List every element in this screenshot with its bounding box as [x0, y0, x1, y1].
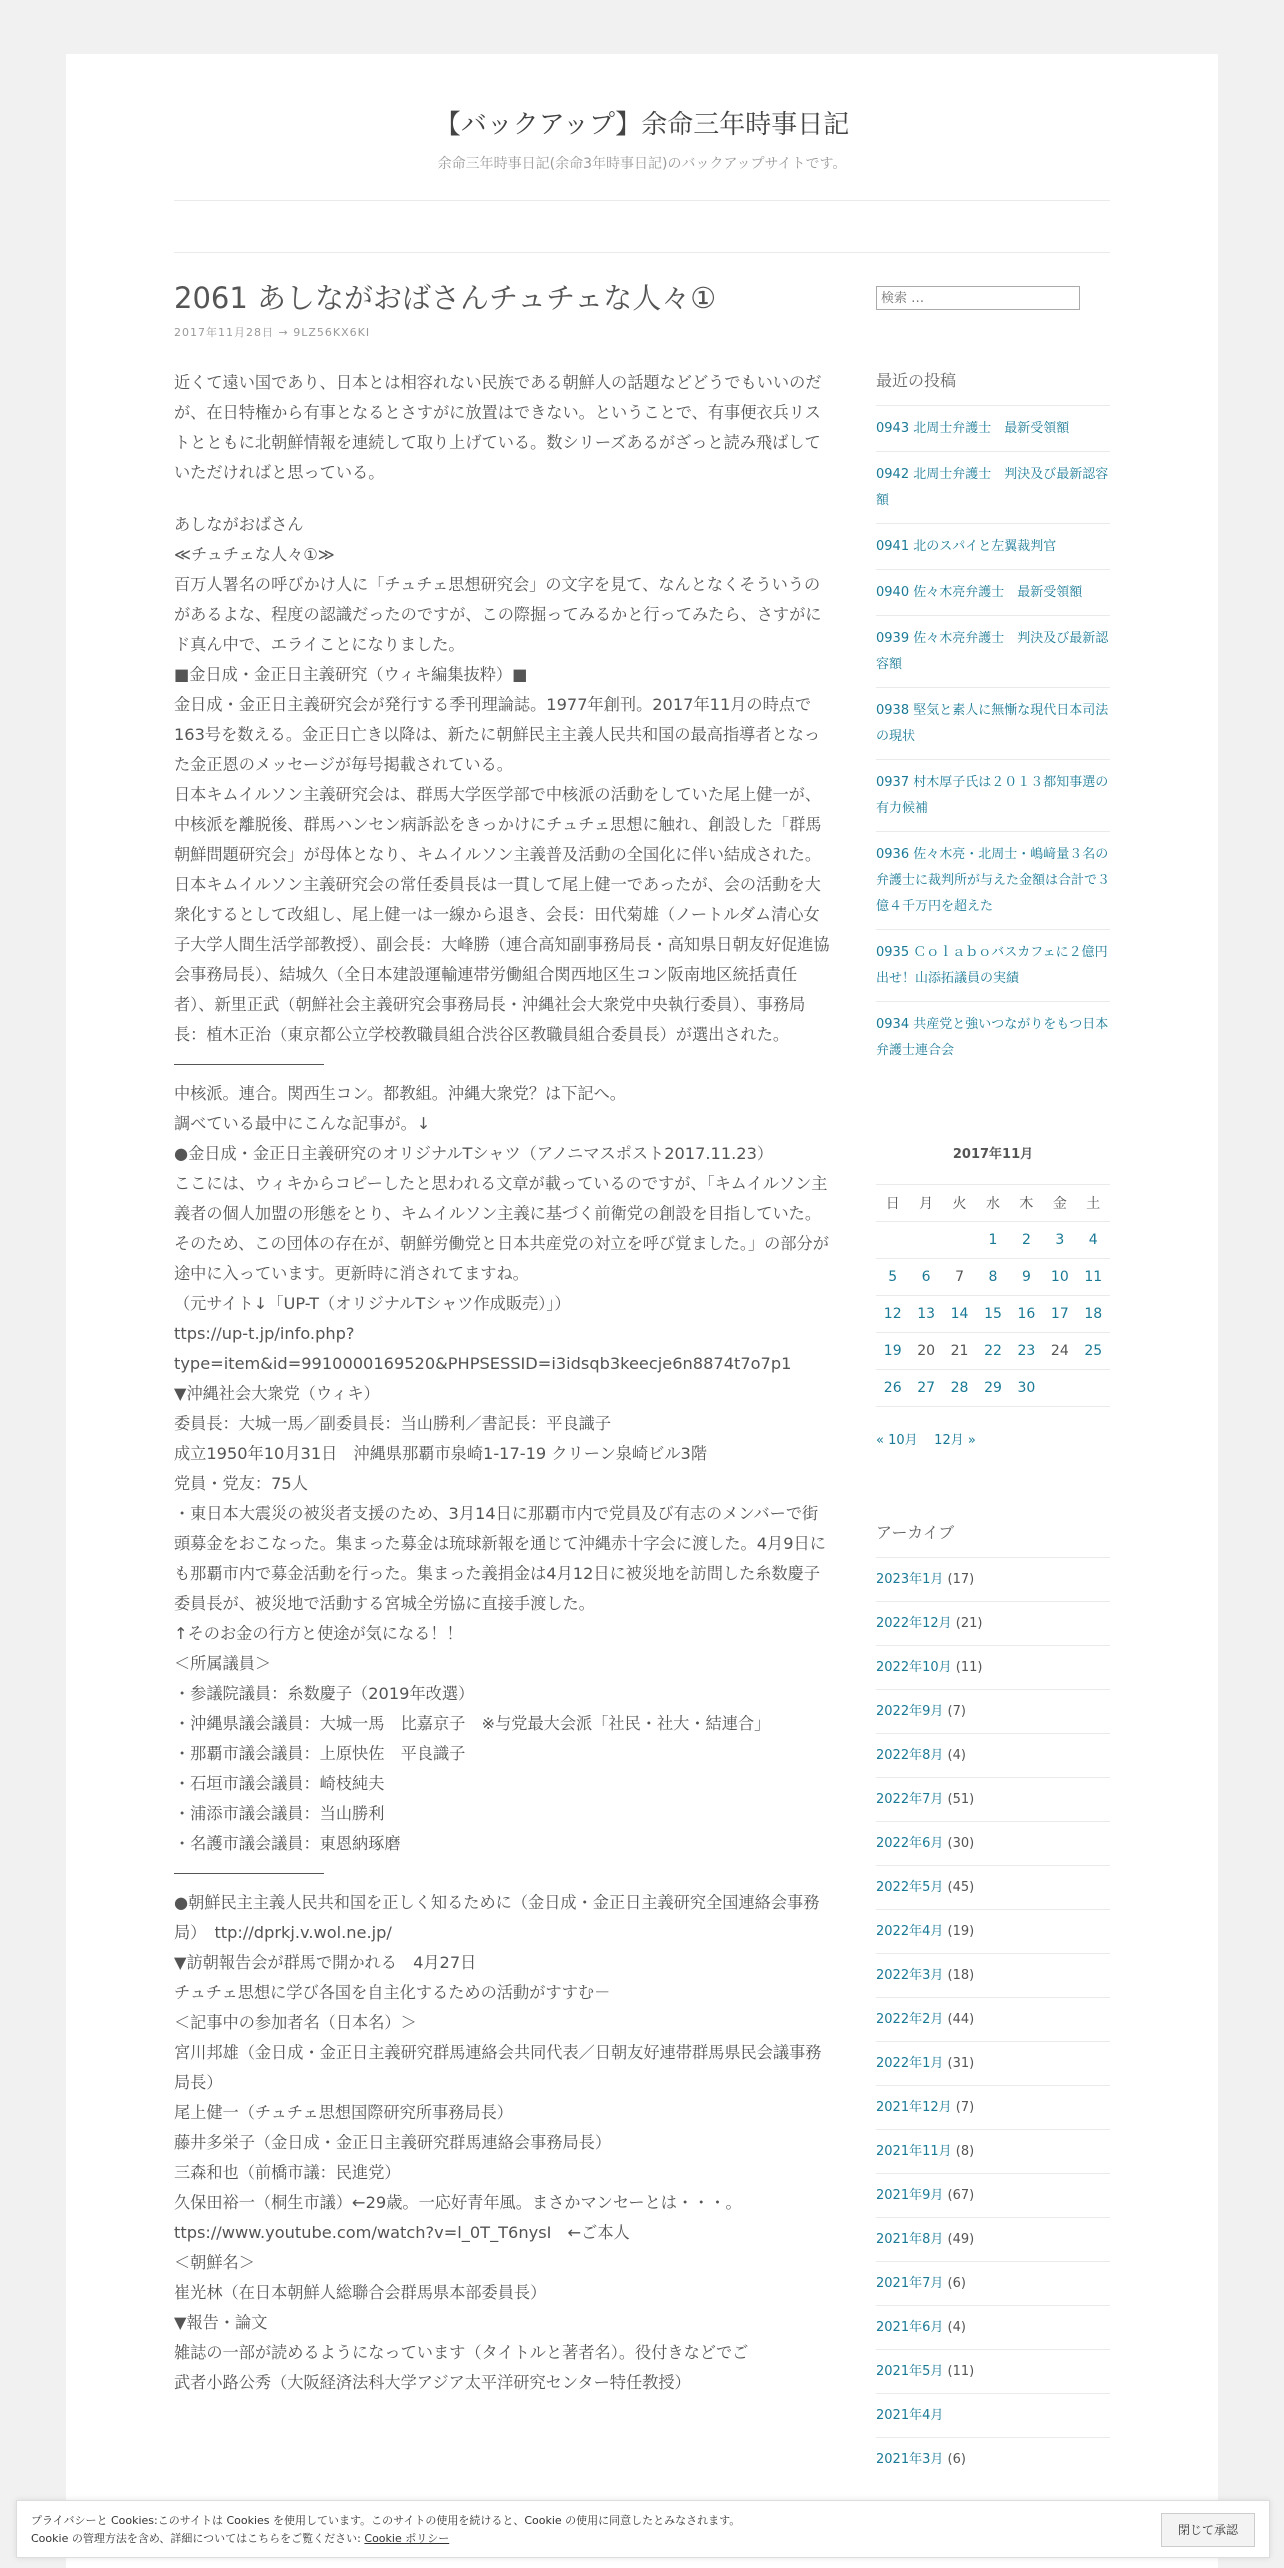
calendar-day	[909, 1222, 942, 1259]
archive-count: (11)	[951, 1660, 983, 1675]
archive-link[interactable]: 2021年3月	[876, 2452, 944, 2467]
calendar-day[interactable]: 4	[1077, 1222, 1110, 1259]
calendar-prev-link[interactable]: « 10月	[876, 1433, 918, 1448]
archive-item	[876, 1601, 1110, 1645]
content-line: 宮川邦雄（金日成・金正日主義研究群馬連絡会共同代表／日朝友好連帯群馬県民会議事務局長）	[174, 2042, 822, 2092]
calendar-day: 21	[943, 1333, 976, 1370]
main-content	[174, 280, 834, 2398]
content-line: ＜記事中の参加者名（日本名）＞	[174, 2012, 417, 2032]
archive-count: (19)	[943, 1924, 975, 1939]
archive-link[interactable]: 2021年7月	[876, 2276, 944, 2291]
content-line: チュチェ思想に学び各国を自主化するための活動がすすむ－	[174, 1982, 611, 2002]
calendar-weekday: 土	[1077, 1185, 1110, 1222]
calendar-day[interactable]: 8	[976, 1259, 1009, 1296]
post-body-section-1	[174, 510, 834, 1050]
content-line: ・名護市議会議員：東恩納琢磨	[174, 1833, 401, 1853]
header-divider	[174, 200, 1110, 201]
cookie-policy-link[interactable]: Cookie ポリシー	[364, 2532, 450, 2545]
archive-count: (18)	[943, 1968, 975, 1983]
archive-link[interactable]: 2022年5月	[876, 1880, 944, 1895]
recent-post-link[interactable]: 0936 佐々木亮・北周士・嶋﨑量３名の弁護士に裁判所が与えた金額は合計で３億４千万円を超えた	[876, 831, 1110, 929]
recent-posts-list	[876, 405, 1110, 1073]
calendar-weekday: 木	[1010, 1185, 1043, 1222]
archive-count: (21)	[951, 1616, 983, 1631]
archive-count: (44)	[943, 2012, 975, 2027]
content-line: ここには、ウィキからコピーしたと思われる文章が載っているのですが、「キムイルソン主義者の個人加盟の形態をとり、キムイルソン主義に基づく前衛党の創設を目指していた。そのため、この団体の存在が、朝鮮労働党と日本共産党の対立を呼び覚ました。」の部分が途中に入っています。更新時に消されてますね。	[174, 1173, 829, 1283]
calendar-day[interactable]: 1	[976, 1222, 1009, 1259]
calendar-table	[876, 1184, 1110, 1407]
site-description: 余命三年時事日記(余命3年時事日記)のバックアップサイトです。	[437, 156, 847, 172]
calendar-day: 7	[943, 1259, 976, 1296]
content-line: ↑そのお金の行方と使途が気になる！！	[174, 1623, 463, 1643]
archive-count: (7)	[951, 2100, 975, 2115]
archive-title: アーカイブ	[876, 1523, 955, 1542]
content-line: ▼報告・論文	[174, 2312, 268, 2332]
calendar-day[interactable]: 22	[976, 1333, 1009, 1370]
archive-count: (6)	[943, 2452, 966, 2467]
archive-item	[876, 2041, 1110, 2085]
calendar-day[interactable]: 9	[1010, 1259, 1043, 1296]
archive-list	[876, 1557, 1110, 2481]
recent-post-link[interactable]: 0938 堅気と素人に無慚な現代日本司法の現状	[876, 687, 1110, 759]
archive-count: (51)	[943, 1792, 975, 1807]
cookie-text-line1: プライバシーと Cookies:このサイトは Cookies を使用しています。このサイトの使用を続けると、Cookie の使用に同意したとみなされます。	[31, 2514, 741, 2527]
post-title[interactable]: 2061 あしながおばさんチュチェな人々①	[174, 281, 717, 315]
page-container	[66, 54, 1218, 2568]
calendar-day: 24	[1043, 1333, 1076, 1370]
archive-item	[876, 2305, 1110, 2349]
content-line: （元サイト↓「UP-T（オリジナルTシャツ作成販売）」）	[174, 1293, 571, 1313]
header-divider-2	[174, 252, 1110, 253]
content-line: ▼沖縄社会大衆党（ウィキ）	[174, 1383, 380, 1403]
calendar-day[interactable]: 18	[1077, 1296, 1110, 1333]
post-author[interactable]: 9LZ56KX6KI	[293, 325, 371, 339]
archive-link[interactable]: 2022年6月	[876, 1836, 944, 1851]
calendar-weekday: 月	[909, 1185, 942, 1222]
content-line: 日本キムイルソン主義研究会は、群馬大学医学部で中核派の活動をしていた尾上健一が、中核派を離脱後、群馬ハンセン病訴訟をきっかけにチュチェ思想に触れ、創設した「群馬朝鮮問題研究会」が母体となり、キムイルソン主義普及活動の全国化に伴い結成された。	[174, 784, 822, 864]
calendar-day[interactable]: 12	[876, 1296, 909, 1333]
archive-count: (45)	[943, 1880, 975, 1895]
cookie-accept-button[interactable]: 閉じて承認	[1161, 2513, 1255, 2547]
archive-link[interactable]: 2022年3月	[876, 1968, 944, 1983]
archive-link[interactable]: 2022年12月	[876, 1616, 952, 1631]
content-line: ・参議院議員：糸数慶子（2019年改選）	[174, 1683, 475, 1703]
archive-count: (49)	[943, 2232, 975, 2247]
archive-count: (31)	[943, 2056, 975, 2071]
calendar-day[interactable]: 25	[1077, 1333, 1110, 1370]
calendar-caption: 2017年11月	[952, 1147, 1034, 1162]
archive-count: (30)	[943, 1836, 975, 1851]
calendar-day	[943, 1222, 976, 1259]
archive-item	[876, 1865, 1110, 1909]
calendar-day[interactable]: 19	[876, 1333, 909, 1370]
separator-line	[174, 1064, 324, 1065]
post-date[interactable]: 2017年11月28日	[174, 325, 274, 339]
content-line: 藤井多栄子（金日成・金正日主義研究群馬連絡会事務局長）	[174, 2132, 612, 2152]
archive-count: (4)	[943, 1748, 966, 1763]
calendar-weekday: 金	[1043, 1185, 1076, 1222]
archive-item	[876, 1645, 1110, 1689]
content-line: 調べている最中にこんな記事が。↓	[174, 1113, 431, 1133]
archive-count: (8)	[951, 2144, 975, 2159]
content-line: ≪チュチェな人々①≫	[174, 544, 335, 564]
content-line: 中核派。連合。関西生コン。都教組。沖縄大衆党？は下記へ。	[174, 1083, 626, 1103]
content-line: 崔光林（在日本朝鮮人総聯合会群馬県本部委員長）	[174, 2282, 547, 2302]
archive-link[interactable]: 2022年2月	[876, 2012, 944, 2027]
calendar-day[interactable]: 16	[1010, 1296, 1043, 1333]
content-line: 百万人署名の呼びかけ人に「チュチェ思想研究会」の文字を見て、なんとなくそういうのがあるよな、程度の認識だったのですが、この際掘ってみるかと行ってみたら、さすがにド真ん中で、エライことになりました。	[174, 574, 822, 654]
archive-link[interactable]: 2021年9月	[876, 2188, 944, 2203]
archive-link[interactable]: 2021年5月	[876, 2364, 944, 2379]
calendar-day[interactable]: 14	[943, 1296, 976, 1333]
archive-item	[876, 1909, 1110, 1953]
cookie-banner	[16, 2500, 1270, 2558]
post-content	[174, 368, 834, 2398]
archive-item	[876, 1821, 1110, 1865]
archive-link[interactable]: 2021年4月	[876, 2408, 944, 2423]
archive-item	[876, 2129, 1110, 2173]
calendar-day	[1043, 1370, 1076, 1407]
content-line: ・那覇市議会議員：上原快佐 平良識子	[174, 1743, 466, 1763]
archive-link[interactable]: 2022年4月	[876, 1924, 944, 1939]
meta-arrow: →	[278, 325, 289, 339]
calendar-day[interactable]: 11	[1077, 1259, 1110, 1296]
archive-item	[876, 1689, 1110, 1733]
recent-post-link[interactable]: 0937 村木厚子氏は２０１３都知事選の有力候補	[876, 759, 1110, 831]
sidebar	[876, 286, 1110, 2481]
archive-item	[876, 2261, 1110, 2305]
content-line: ＜朝鮮名＞	[174, 2252, 255, 2272]
calendar-next-link[interactable]: 12月 »	[934, 1433, 976, 1448]
calendar-day	[876, 1222, 909, 1259]
archive-count: (7)	[943, 1704, 966, 1719]
content-line: 久保田裕一（桐生市議）←29歳。一応好青年風。まさかマンセーとは・・・。	[174, 2192, 742, 2212]
content-line: ・浦添市議会議員：当山勝利	[174, 1803, 385, 1823]
calendar-weekday: 日	[876, 1185, 909, 1222]
archive-item	[876, 1557, 1110, 1601]
archive-link[interactable]: 2022年10月	[876, 1660, 952, 1675]
content-line: ・沖縄県議会議員：大城一馬 比嘉京子 ※与党最大会派「社民・社大・結連合」	[174, 1713, 771, 1733]
post-body-section-2	[174, 1079, 834, 1859]
archive-link[interactable]: 2021年12月	[876, 2100, 952, 2115]
calendar-weekday: 水	[976, 1185, 1009, 1222]
post-meta	[174, 324, 834, 340]
calendar-day[interactable]: 13	[909, 1296, 942, 1333]
cookie-text	[31, 2512, 740, 2548]
archive-item	[876, 2349, 1110, 2393]
calendar-day[interactable]: 6	[909, 1259, 942, 1296]
recent-post-link[interactable]: 0940 佐々木亮弁護士 最新受領額	[876, 569, 1110, 615]
archive-link[interactable]: 2022年1月	[876, 2056, 944, 2071]
content-line: 金日成・金正日主義研究会が発行する季刊理論誌。1977年創刊。2017年11月の時点で163号を数える。金正日亡き以降は、新たに朝鮮民主主義人民共和国の最高指導者となった金正恩のメッセージが毎号掲載されている。	[174, 694, 821, 774]
calendar-day[interactable]: 30	[1010, 1370, 1043, 1407]
archive-link[interactable]: 2022年8月	[876, 1748, 944, 1763]
content-line: ●朝鮮民主主義人民共和国を正しく知るために（金日成・金正日主義研究全国連絡会事務局） ttp://dprkj.v.wol.ne.jp/	[174, 1892, 820, 1942]
calendar-day[interactable]: 29	[976, 1370, 1009, 1407]
recent-posts-title: 最近の投稿	[876, 371, 957, 390]
content-line: ▼訪朝報告会が群馬で開かれる 4月27日	[174, 1952, 477, 1972]
archive-item	[876, 1733, 1110, 1777]
content-line: 委員長：大城一馬／副委員長：当山勝利／書記長：平良識子	[174, 1413, 612, 1433]
archive-link[interactable]: 2022年9月	[876, 1704, 944, 1719]
content-line: ttps://up-t.jp/info.php?type=item&id=9910000169520&PHPSESSID=i3idsqb3keecje6n8874t7o7p1	[174, 1323, 792, 1373]
archive-count: (67)	[943, 2188, 975, 2203]
calendar-day	[1077, 1370, 1110, 1407]
archive-item	[876, 2085, 1110, 2129]
archive-item	[876, 1997, 1110, 2041]
calendar-day: 20	[909, 1333, 942, 1370]
archive-link[interactable]: 2021年11月	[876, 2144, 952, 2159]
calendar-day[interactable]: 2	[1010, 1222, 1043, 1259]
content-line: ＜所属議員＞	[174, 1653, 272, 1673]
archive-link[interactable]: 2023年1月	[876, 1572, 944, 1587]
archive-count: (4)	[943, 2320, 966, 2335]
calendar-weekday: 火	[943, 1185, 976, 1222]
post-body-section-3	[174, 1888, 834, 2398]
separator-line-2	[174, 1873, 324, 1874]
archive-item	[876, 2217, 1110, 2261]
post-intro: 近くて遠い国であり、日本とは相容れない民族である朝鮮人の話題などどうでもいいのだが、在日特権から有事となるとさすがに放置はできない。ということで、有事便衣兵リストとともに北朝鮮情報を連続して取り上げている。数シリーズあるがざっと読み飛ばしていただければと思っている。	[174, 372, 822, 482]
archive-item	[876, 2437, 1110, 2481]
calendar-day[interactable]: 23	[1010, 1333, 1043, 1370]
content-line: 日本キムイルソン主義研究会の常任委員長は一貫して尾上健一であったが、会の活動を大衆化するとして改組し、尾上健一は一線から退き、会長：田代菊雄（ノートルダム清心女子大学人間生活学部教授）、副会長：大峰勝（連合高知副事務局長・高知県日朝友好促進協会事務局長）、結城久（全日本建設運輸連帯労働組合関西地区生コン阪南地区統括責任者）、新里正武（朝鮮社会主義研究会事務局長・沖縄社会大衆党中央執行委員）、事務局長：植木正治（東京都公立学校教職員組合渋谷区教職員組合委員長）が選出された。	[174, 874, 830, 1044]
calendar-day[interactable]: 17	[1043, 1296, 1076, 1333]
content-line: 三森和也（前橋市議：民進党）	[174, 2162, 401, 2182]
calendar-day[interactable]: 27	[909, 1370, 942, 1407]
content-line: ■金日成・金正日主義研究（ウィキ編集抜粋）■	[174, 664, 528, 684]
content-line: 武者小路公秀（大阪経済法科大学アジア太平洋研究センター特任教授）	[174, 2372, 691, 2392]
calendar-nav	[876, 1429, 1110, 1448]
content-line: 雑誌の一部が読めるようになっています（タイトルと著者名）。役付きなどでご	[174, 2342, 749, 2362]
recent-post-link[interactable]: 0939 佐々木亮弁護士 判決及び最新認容額	[876, 615, 1110, 687]
archive-item	[876, 2393, 1110, 2437]
archive-count: (11)	[943, 2364, 975, 2379]
calendar-day[interactable]: 26	[876, 1370, 909, 1407]
calendar-day[interactable]: 15	[976, 1296, 1009, 1333]
recent-post-link[interactable]: 0941 北のスパイと左翼裁判官	[876, 523, 1110, 569]
content-line: 尾上健一（チュチェ思想国際研究所事務局長）	[174, 2102, 513, 2122]
archive-link[interactable]: 2021年6月	[876, 2320, 944, 2335]
archive-count: (6)	[943, 2276, 966, 2291]
recent-post-link[interactable]: 0935 Ｃｏｌａｂｏバスカフェに２億円出せ！山添拓議員の実績	[876, 929, 1110, 1001]
recent-post-link[interactable]: 0942 北周士弁護士 判決及び最新認容額	[876, 451, 1110, 523]
calendar-day[interactable]: 3	[1043, 1222, 1076, 1259]
recent-post-link[interactable]: 0934 共産党と強いつながりをもつ日本弁護士連合会	[876, 1001, 1110, 1073]
content-line: ttps://www.youtube.com/watch?v=l_0T_T6nysI ←ご本人	[174, 2222, 630, 2242]
content-line: あしながおばさん	[174, 514, 304, 534]
archive-link[interactable]: 2021年8月	[876, 2232, 944, 2247]
search-input[interactable]	[876, 286, 1080, 310]
calendar-day[interactable]: 10	[1043, 1259, 1076, 1296]
cookie-text-line2: Cookie の管理方法を含め、詳細についてはこちらをご覧ください:	[31, 2532, 361, 2545]
site-header	[174, 54, 1110, 173]
content-line: ・石垣市議会議員：崎枝純夫	[174, 1773, 385, 1793]
recent-post-link[interactable]: 0943 北周士弁護士 最新受領額	[876, 405, 1110, 451]
archive-link[interactable]: 2022年7月	[876, 1792, 944, 1807]
calendar-day[interactable]: 28	[943, 1370, 976, 1407]
site-title[interactable]: 【バックアップ】余命三年時事日記	[434, 110, 850, 140]
archive-item	[876, 1953, 1110, 1997]
archive-count: (17)	[943, 1572, 975, 1587]
archive-item	[876, 2173, 1110, 2217]
content-line: 成立1950年10月31日 沖縄県那覇市泉崎1-17-19 クリーン泉崎ビル3階	[174, 1443, 708, 1463]
content-line: ●金日成・金正日主義研究のオリジナルTシャツ（アノニマスポスト2017.11.23）	[174, 1143, 774, 1163]
content-line: ・東日本大震災の被災者支援のため、3月14日に那覇市内で党員及び有志のメンバーで街頭募金をおこなった。集まった募金は琉球新報を通じて沖縄赤十字会に渡した。4月9日にも那覇市内で募金活動を行った。集まった義捐金は4月12日に被災地を訪問した糸数慶子委員長が、被災地で活動する宮城全労協に直接手渡した。	[174, 1503, 826, 1613]
archive-item	[876, 1777, 1110, 1821]
content-line: 党員・党友：75人	[174, 1473, 308, 1493]
calendar-day[interactable]: 5	[876, 1259, 909, 1296]
